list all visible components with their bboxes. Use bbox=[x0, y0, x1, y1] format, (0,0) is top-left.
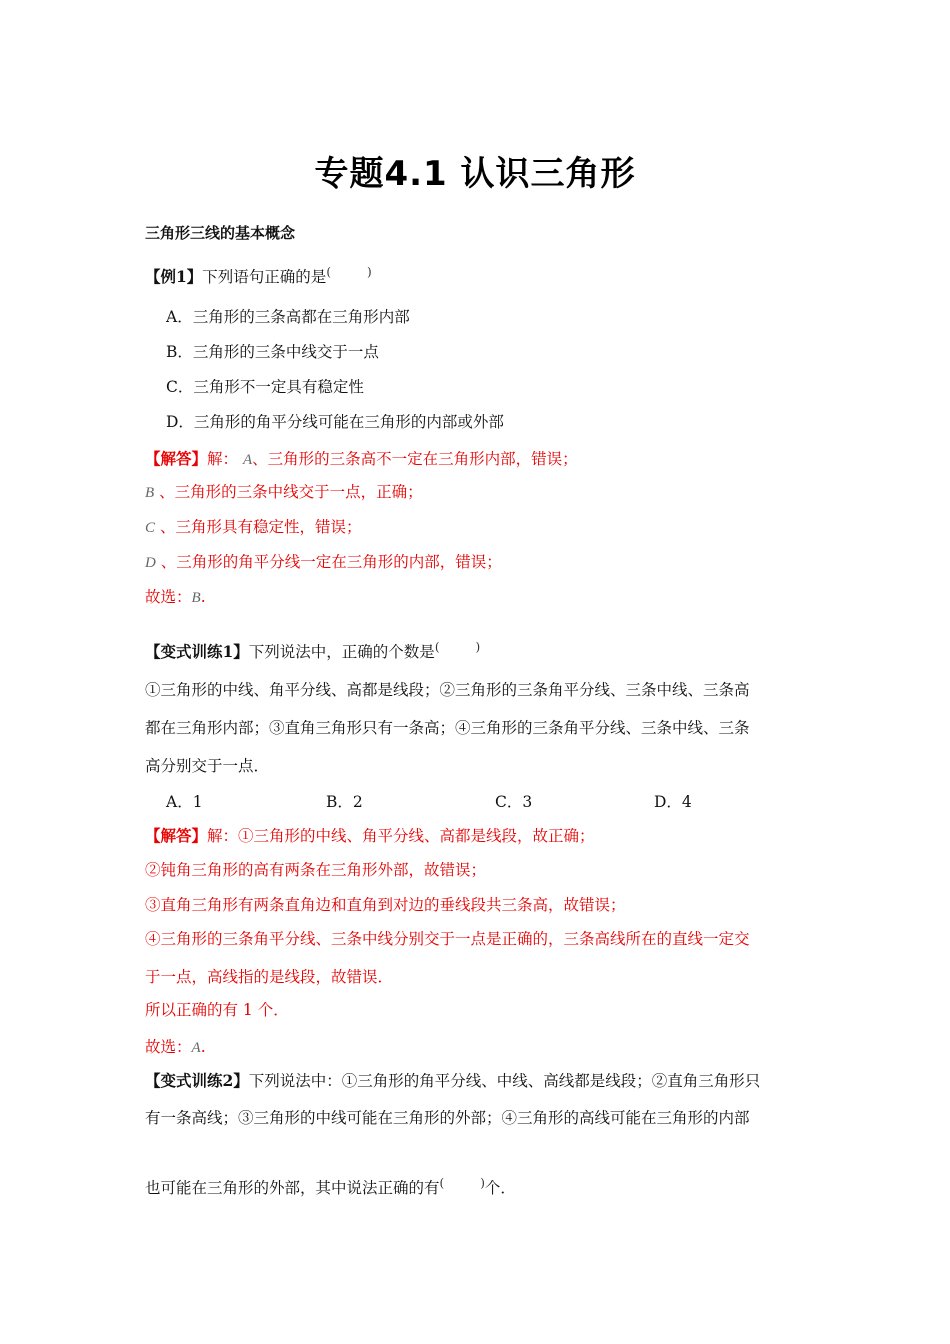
example-1-tag: 【例1】 bbox=[145, 267, 203, 286]
solution-choice bbox=[145, 1037, 206, 1058]
variant-1-body-line: 高分别交于一点． bbox=[145, 757, 270, 775]
period: . bbox=[200, 1038, 206, 1056]
variant-2-line: 有一条高线；③三角形的中线可能在三角形的外部；④三角形的高线可能在三角形的内部 bbox=[145, 1109, 750, 1127]
solution-text: 、三角形的三条中线交于一点，正确； bbox=[159, 483, 423, 501]
choice-c: C．3 bbox=[495, 793, 533, 811]
solution-text: 解：①三角形的中线、角平分线、高都是线段，故正确； bbox=[207, 827, 595, 845]
solution-line: 所以正确的有 1 个． bbox=[145, 1001, 289, 1019]
choose-label: 故选： bbox=[145, 588, 192, 606]
choice-d: D．4 bbox=[654, 793, 692, 811]
answer-blank: ( ) bbox=[326, 265, 372, 279]
example-1-stem bbox=[145, 262, 372, 287]
option-letter: A bbox=[242, 452, 253, 468]
option-d: D．三角形的角平分线可能在三角形的内部或外部 bbox=[166, 413, 504, 431]
period: . bbox=[200, 588, 206, 606]
option-letter: C bbox=[145, 520, 156, 536]
solution-line: ③直角三角形有两条直角边和直角到对边的垂线段共三条高，故错误； bbox=[145, 896, 626, 914]
solution-line bbox=[145, 449, 578, 470]
variant-1-question: 下列说法中，正确的个数是 bbox=[248, 643, 435, 661]
answer-blank: ( ) bbox=[439, 1176, 485, 1190]
solution-text: 、三角形的三条高不一定在三角形内部，错误； bbox=[252, 450, 578, 468]
example-1-question: 下列语句正确的是 bbox=[202, 268, 327, 286]
section-heading: 三角形三线的基本概念 bbox=[145, 224, 296, 242]
variant-2-text: 个． bbox=[484, 1179, 516, 1197]
choice-a: A．1 bbox=[166, 793, 203, 811]
solution-line bbox=[145, 517, 361, 538]
solution-line: ④三角形的三条角平分线、三条中线分别交于一点是正确的，三条高线所在的直线一定交 bbox=[145, 930, 750, 948]
solution-line: ②钝角三角形的高有两条在三角形外部，故错误； bbox=[145, 861, 487, 879]
solution-line bbox=[145, 552, 502, 573]
solution-text: 、三角形具有稳定性，错误； bbox=[159, 518, 362, 536]
variant-1-body-line: ①三角形的中线、角平分线、高都是线段；②三角形的三条角平分线、三条中线、三条高 bbox=[145, 681, 750, 699]
variant-2-text: 也可能在三角形的外部，其中说法正确的有 bbox=[145, 1179, 440, 1197]
choose-label: 故选： bbox=[145, 1038, 192, 1056]
solution-tag: 【解答】 bbox=[145, 449, 208, 468]
option-letter: D bbox=[145, 555, 156, 571]
solution-line: 于一点，高线指的是线段，故错误． bbox=[145, 968, 394, 986]
variant-2-line bbox=[145, 1071, 760, 1091]
page-title: 专题4.1 认识三角形 bbox=[314, 154, 636, 194]
variant-2-line bbox=[145, 1173, 516, 1198]
option-a: A．三角形的三条高都在三角形内部 bbox=[166, 308, 410, 326]
variant-1-body-line: 都在三角形内部；③直角三角形只有一条高；④三角形的三条角平分线、三条中线、三条 bbox=[145, 719, 750, 737]
variant-2-text: 下列说法中：①三角形的角平分线、中线、高线都是线段；②直角三角形只 bbox=[248, 1072, 761, 1090]
solution-text: 、三角形的角平分线一定在三角形的内部，错误； bbox=[160, 553, 502, 571]
solution-prefix: 解： bbox=[207, 450, 239, 468]
solution-tag: 【解答】 bbox=[145, 826, 208, 845]
chosen-letter: B bbox=[191, 590, 201, 606]
choice-b: B．2 bbox=[326, 793, 363, 811]
option-letter: B bbox=[145, 485, 155, 501]
option-c: C．三角形不一定具有稳定性 bbox=[166, 378, 364, 396]
variant-1-tag: 【变式训练1】 bbox=[145, 642, 249, 661]
chosen-letter: A bbox=[191, 1040, 201, 1056]
variant-1-stem bbox=[145, 637, 480, 662]
answer-blank: ( ) bbox=[434, 640, 481, 654]
variant-2-tag: 【变式训练2】 bbox=[145, 1071, 249, 1090]
option-b: B．三角形的三条中线交于一点 bbox=[166, 343, 379, 361]
solution-choice bbox=[145, 587, 206, 608]
solution-line bbox=[145, 482, 423, 503]
solution-line bbox=[145, 826, 595, 846]
